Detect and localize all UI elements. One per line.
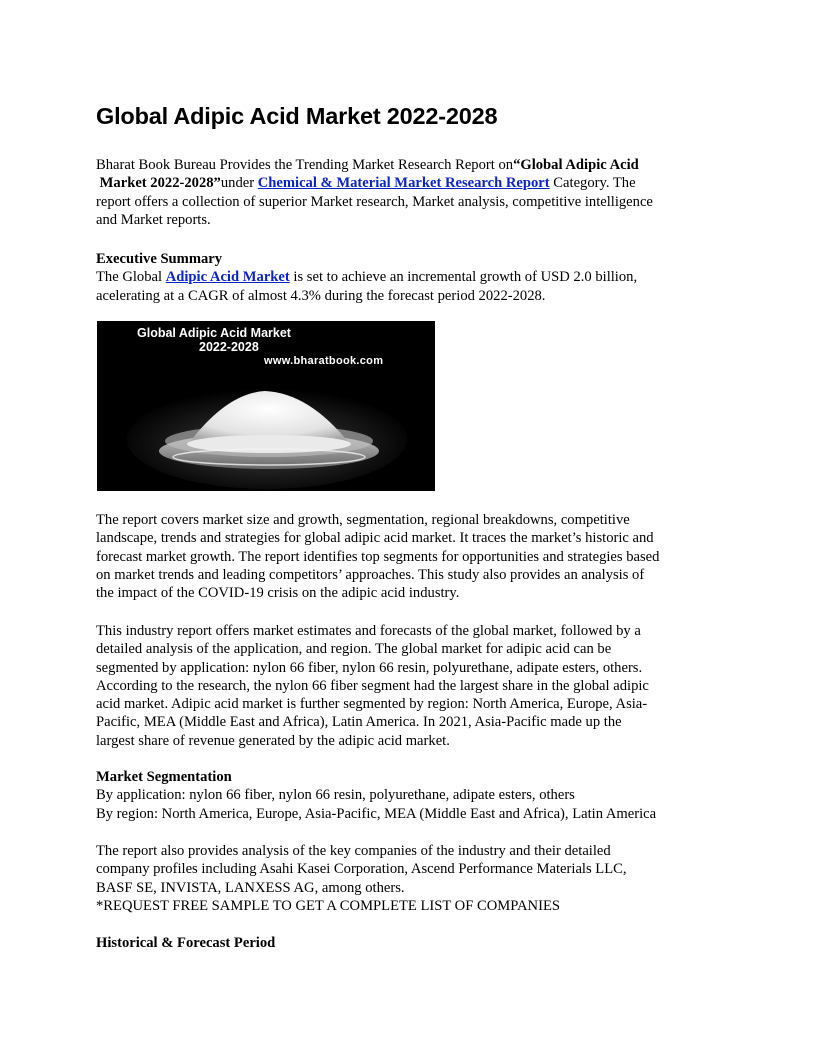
page-title: Global Adipic Acid Market 2022-2028: [96, 103, 498, 129]
para1-line: landscape, trends and strategies for global adipic acid market. It traces the market’s historic and: [96, 530, 654, 547]
para1-line: on market trends and leading competitors’ approaches. This study also provides an analysis of: [96, 566, 645, 583]
banner-website: www.bharatbook.com: [264, 355, 384, 367]
historical-forecast-heading: Historical & Forecast Period: [96, 935, 276, 951]
executive-summary-heading: Executive Summary: [96, 251, 223, 267]
para2-line: segmented by application: nylon 66 fiber, nylon 66 resin, polyurethane, adipate esters, others.: [96, 659, 643, 676]
para2-line: According to the research, the nylon 66 fiber segment had the largest share in the global adipic: [96, 677, 649, 694]
category-link[interactable]: Chemical & Material Market Research Report: [257, 175, 550, 192]
exec-text-2: is set to achieve an incremental growth of USD 2.0 billion,: [289, 269, 638, 286]
banner-title: Global Adipic Acid Market: [137, 326, 291, 340]
adipic-acid-market-link[interactable]: Adipic Acid Market: [165, 269, 290, 286]
exec-line-2: acelerating at a CAGR of almost 4.3% during the forecast period 2022-2028.: [96, 287, 546, 304]
para2-line: detailed analysis of the application, and region. The global market for adipic acid can be: [96, 641, 612, 658]
para3-line: BASF SE, INVISTA, LANXESS AG, among others.: [96, 879, 405, 896]
banner-years: 2022-2028: [199, 340, 259, 354]
intro-text-2: under: [220, 175, 258, 192]
market-segmentation-heading: Market Segmentation: [96, 769, 232, 785]
report-overview-paragraph: [96, 511, 726, 602]
segmentation-by-application: By application: nylon 66 fiber, nylon 66 resin, polyurethane, adipate esters, others: [96, 787, 575, 804]
exec-text: The Global: [96, 269, 166, 286]
request-sample-line: *REQUEST FREE SAMPLE TO GET A COMPLETE LIST OF COMPANIES: [96, 897, 560, 914]
report-name-bold: “Global Adipic Acid: [513, 157, 639, 173]
powder-dish-illustration: [97, 321, 435, 491]
key-companies-paragraph: [96, 842, 726, 915]
para1-line: The report covers market size and growth, segmentation, regional breakdowns, competitive: [96, 512, 630, 528]
intro-text: Bharat Book Bureau Provides the Trending Market Research Report on: [96, 157, 514, 173]
executive-summary: [96, 250, 726, 305]
para2-line: Pacific, MEA (Middle East and Africa), Latin America. In 2021, Asia-Pacific made up the: [96, 714, 622, 731]
para1-line: forecast market growth. The report identifies top segments for opportunities and strategies based: [96, 548, 660, 565]
para3-line: The report also provides analysis of the key companies of the industry and their detailed: [96, 843, 611, 859]
industry-report-paragraph: [96, 622, 726, 750]
para2-line: largest share of revenue generated by the adipic acid market.: [96, 732, 450, 749]
para1-line: the impact of the COVID-19 crisis on the adipic acid industry.: [96, 585, 460, 602]
historical-forecast-section: [96, 934, 726, 952]
intro-text-3: Category. The: [549, 175, 636, 192]
para2-line: acid market. Adipic acid market is further segmented by region: North America, Europe, Asia-: [96, 696, 648, 713]
report-name-bold-2: Market 2022-2028”: [99, 175, 221, 192]
para2-line: This industry report offers market estimates and forecasts of the global market, followed by a: [96, 623, 641, 639]
intro-paragraph: [96, 156, 726, 229]
intro-line-4: and Market reports.: [96, 211, 211, 228]
segmentation-by-region: By region: North America, Europe, Asia-Pacific, MEA (Middle East and Africa), Latin America: [96, 805, 657, 822]
para3-line: company profiles including Asahi Kasei Corporation, Ascend Performance Materials LLC,: [96, 861, 627, 878]
market-segmentation: [96, 768, 726, 823]
intro-line-3: report offers a collection of superior Market research, Market analysis, competitive intelligence: [96, 193, 653, 210]
report-banner-image: [97, 321, 435, 491]
